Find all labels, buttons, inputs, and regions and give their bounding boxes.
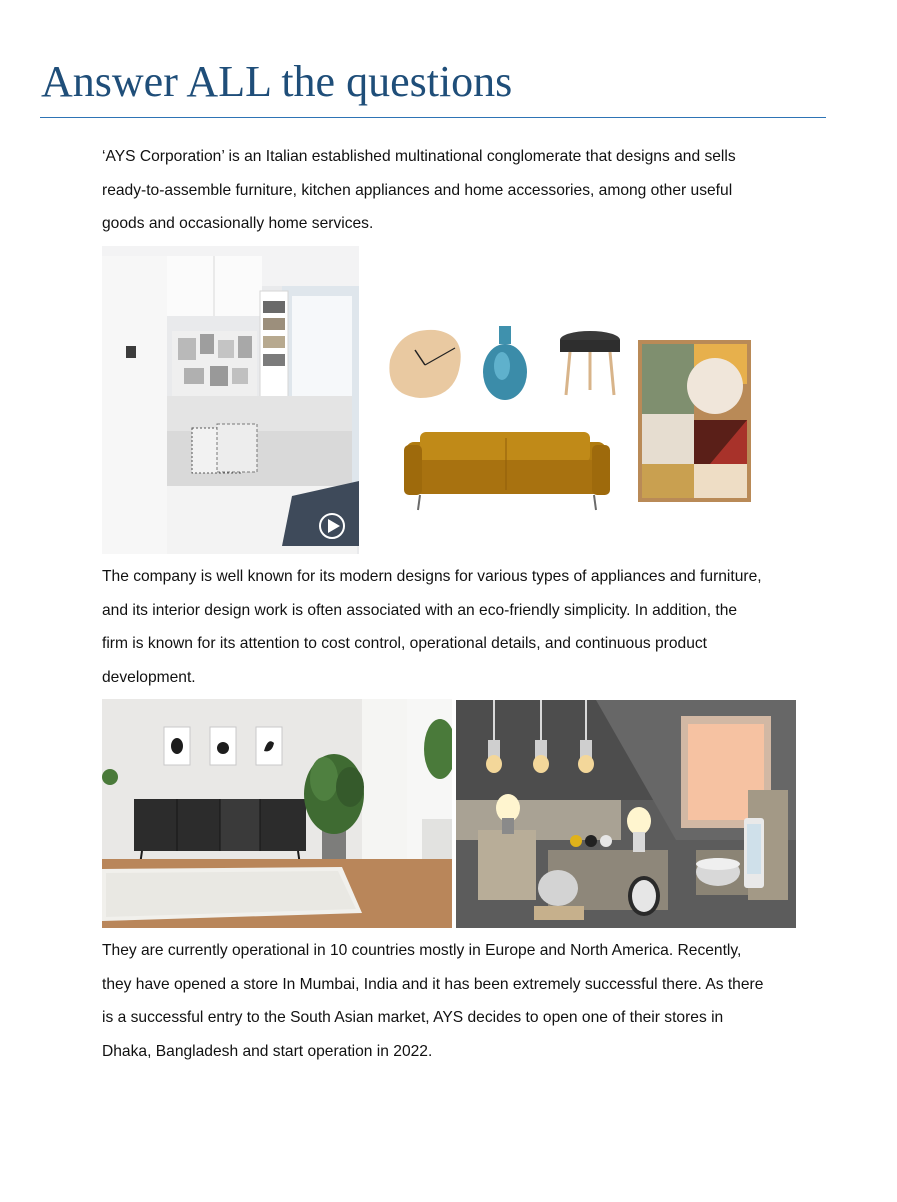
paragraph-line: development.	[102, 668, 196, 686]
operations-paragraph	[102, 934, 822, 1068]
paragraph-line: They are currently operational in 10 countries mostly in Europe and North America. Recently,	[102, 942, 742, 959]
paragraph-line: goods and occasionally home services.	[102, 215, 374, 232]
paragraph-line: is a successful entry to the South Asian market, AYS decides to open one of their stores in	[102, 1009, 724, 1026]
paragraph-line: ‘AYS Corporation’ is an Italian established multinational conglomerate that designs and sells	[102, 148, 736, 165]
paragraph-line: ready-to-assemble furniture, kitchen appliances and home accessories, among other useful	[102, 181, 733, 199]
paragraph-line: Dhaka, Bangladesh and start operation in 2022.	[102, 1042, 433, 1060]
page-title: Answer ALL the questions	[41, 57, 513, 106]
company-paragraph	[102, 560, 822, 694]
smart-lighting-photo	[456, 700, 796, 928]
paragraph-line: they have opened a store In Mumbai, India and it has been extremely successful there. As there	[102, 975, 764, 993]
intro-paragraph	[102, 140, 822, 241]
paragraph-line: The company is well known for its modern designs for various types of appliances and furniture,	[102, 568, 762, 585]
living-room-photo	[102, 699, 452, 928]
paragraph-line: firm is known for its attention to cost control, operational details, and continuous product	[102, 635, 708, 652]
room-storage-photo	[102, 246, 359, 554]
products-collage-photo	[380, 320, 760, 530]
paragraph-line: and its interior design work is often associated with an eco-friendly simplicity. In addition, the	[102, 601, 738, 619]
title-divider	[40, 117, 826, 118]
